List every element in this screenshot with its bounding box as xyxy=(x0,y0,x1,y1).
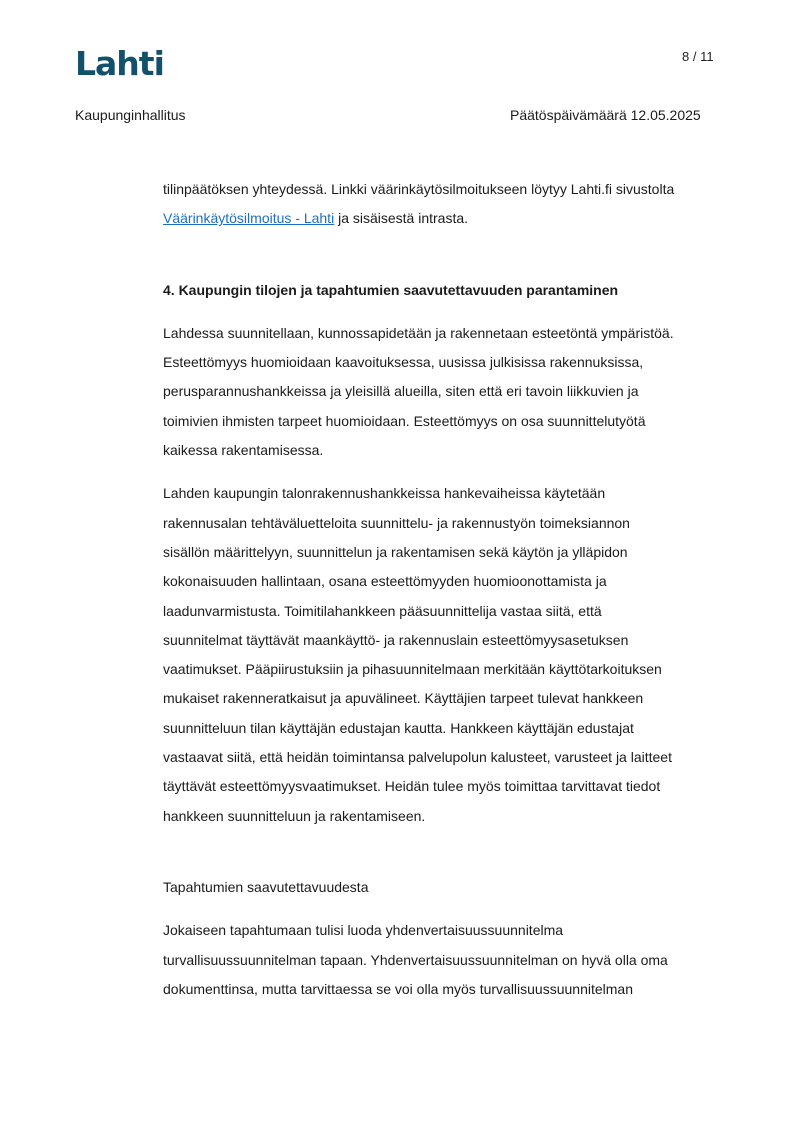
decision-date: Päätöspäivämäärä 12.05.2025 xyxy=(510,107,701,123)
paragraph-line: Esteettömyys huomioidaan kaavoituksessa, uusissa julkisissa rakennuksissa, xyxy=(163,354,644,371)
paragraph-line: hankkeen suunnitteluun ja rakentamiseen. xyxy=(163,807,426,824)
paragraph-line: kaikessa rakentamisessa. xyxy=(163,442,324,459)
misconduct-report-link[interactable]: Väärinkäytösilmoitus - Lahti xyxy=(163,210,335,227)
section-heading: 4. Kaupungin tilojen ja tapahtumien saavutettavuuden parantaminen xyxy=(163,281,619,298)
lahti-logo xyxy=(75,46,164,82)
paragraph-line: perusparannushankkeissa ja yleisillä alueilla, siten että eri tavoin liikkuvien ja xyxy=(163,383,639,400)
paragraph-2 xyxy=(163,479,723,831)
document-body xyxy=(163,175,723,1004)
subheading: Tapahtumien saavutettavuudesta xyxy=(163,878,369,895)
intro-line-rest: ja sisäisestä intrasta. xyxy=(334,210,469,227)
paragraph-line: Lahdessa suunnitellaan, kunnossapidetään ja rakennetaan esteetöntä ympäristöä. xyxy=(163,324,674,341)
paragraph-line: vaatimukset. Pääpiirustuksiin ja pihasuunnitelmaan merkitään käyttötarkoituksen xyxy=(163,661,662,678)
paragraph-line: vastaavat siitä, että heidän toimintansa palvelupolun kalusteet, varusteet ja laitteet xyxy=(163,749,672,766)
page-number: 8 / 11 xyxy=(682,49,714,64)
paragraph-line: suunnitteluun tilan käyttäjän edustajan kautta. Hankkeen käyttäjän edustajat xyxy=(163,719,634,736)
paragraph-line: laadunvarmistusta. Toimitilahankkeen pääsuunnittelija vastaa siitä, että xyxy=(163,602,602,619)
intro-link-line xyxy=(163,204,723,233)
paragraph-line: toimivien ihmisten tarpeet huomioidaan. Esteettömyys on osa suunnittelutyötä xyxy=(163,412,646,429)
intro-line: tilinpäätöksen yhteydessä. Linkki väärinkäytösilmoitukseen löytyy Lahti.fi sivustolta xyxy=(163,181,675,197)
paragraph-line: dokumenttinsa, mutta tarvittaessa se voi olla myös turvallisuussuunnitelman xyxy=(163,980,633,997)
paragraph-line: turvallisuussuunnitelman tapaan. Yhdenvertaisuussuunnitelman on hyvä olla oma xyxy=(163,951,668,968)
logo-text: Lahti xyxy=(75,44,164,83)
paragraph-line: sisällön määrittelyyn, suunnittelun ja rakentamisen sekä käytön ja ylläpidon xyxy=(163,543,628,560)
paragraph-line: mukaiset rakenneratkaisut ja apuvälineet. Käyttäjien tarpeet tulevat hankkeen xyxy=(163,690,644,707)
paragraph-line: täyttävät esteettömyysvaatimukset. Heidän tulee myös toimittaa tarvittavat tiedot xyxy=(163,778,661,795)
paragraph-line: kokonaisuuden hallintaan, osana esteettömyyden huomioonottamista ja xyxy=(163,573,607,590)
paragraph-line: Jokaiseen tapahtumaan tulisi luoda yhdenvertaisuussuunnitelma xyxy=(163,922,564,939)
organization-name: Kaupunginhallitus xyxy=(75,107,186,123)
paragraph-3 xyxy=(163,916,723,1004)
paragraph-line: Lahden kaupungin talonrakennushankkeissa hankevaiheissa käytetään xyxy=(163,485,606,502)
paragraph-line: rakennusalan tehtäväluetteloita suunnittelu- ja rakennustyön toimeksiannon xyxy=(163,514,630,531)
paragraph-line: suunnitelmat täyttävät maankäyttö- ja rakennuslain esteettömyysasetuksen xyxy=(163,631,629,648)
paragraph-1 xyxy=(163,319,723,465)
